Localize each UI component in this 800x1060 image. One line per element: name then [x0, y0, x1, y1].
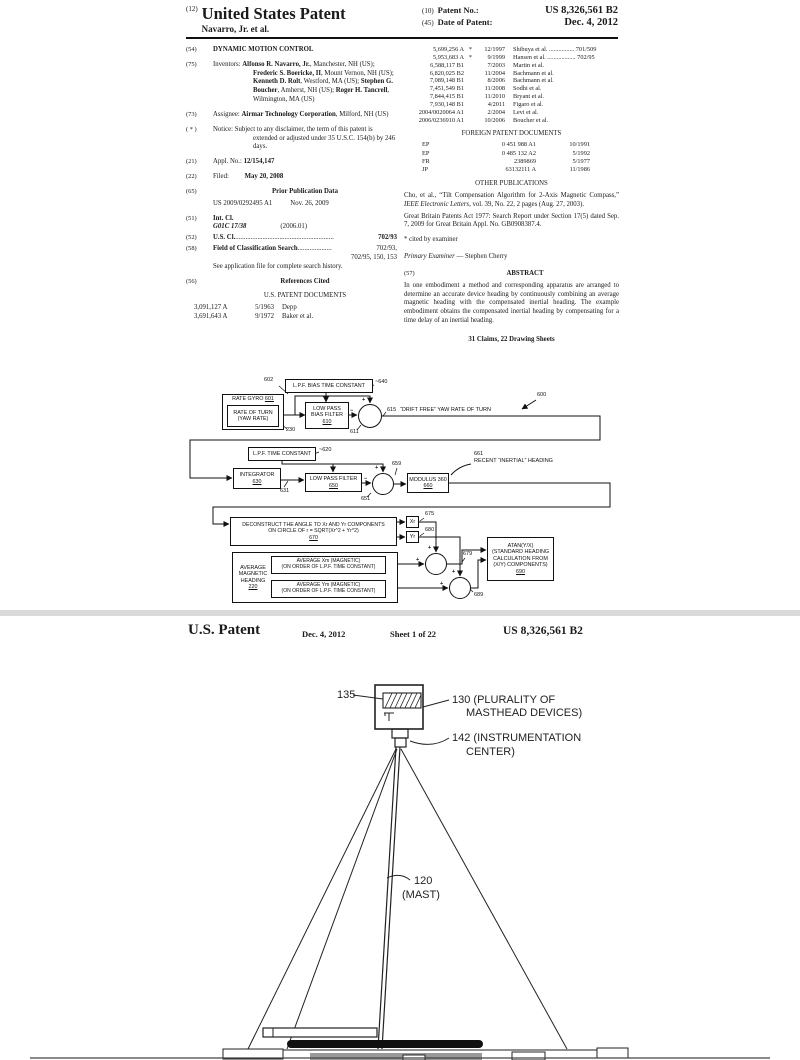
- prior-publication-field: (65) Prior Publication Data US 2009/0292495 A1 Nov. 26, 2009: [186, 188, 397, 209]
- prior-pub-date: Nov. 26, 2009: [290, 199, 329, 207]
- publication-1: Cho, et al., “Tilt Compensation Algorithm for 2-Axis Magnetic Compass,” IEEE Electronic Letters, vol. 39, No. 22, 2 pages (Aug. 27, 2003).: [404, 191, 619, 208]
- plus-sign: +: [440, 581, 444, 587]
- figure-6-block-diagram: [0, 372, 800, 610]
- table-row: 7,451,549 B1 11/2008 Sodhi et al.: [429, 85, 542, 93]
- low-pass-bias-filter-box: LOW PASS BIAS FILTER 610: [305, 402, 349, 429]
- ref-130-label-line1: 130 (PLURALITY OF: [452, 694, 556, 706]
- instrumentation-center-upper: [392, 729, 408, 738]
- plus-sign: +: [375, 465, 379, 471]
- ref-120-mast-label: (MAST): [402, 889, 440, 901]
- deck-black-bar: [287, 1040, 483, 1048]
- claims-line: 31 Claims, 22 Drawing Sheets: [468, 335, 555, 343]
- plus-sign: +: [362, 397, 366, 403]
- table-row: 5,699,256 A * 12/1997 Shibuya et al. ................ 701/509: [433, 46, 597, 53]
- ref-135-label: 135: [337, 689, 356, 701]
- sheet-header-title: U.S. Patent: [188, 622, 261, 638]
- ref-130-label-line2: MASTHEAD DEVICES): [466, 707, 583, 719]
- leader-130: [423, 700, 449, 707]
- table-row: 2006/0236910 A1 10/2006 Boucher et al.: [418, 116, 549, 124]
- ref-142-label-line1: 142 (INSTRUMENTATION: [452, 732, 582, 744]
- patent-drawing-sheet: [0, 616, 800, 1060]
- notice-text: Subject to any disclaimer, the term of this patent is extended or adjusted under 35 U.S.C. 154(b) by 246 days.: [234, 125, 396, 151]
- plus-sign: +: [452, 569, 456, 575]
- header-rule: [186, 37, 618, 39]
- yr-box: Yr: [406, 531, 419, 543]
- assignee-name: Airmar Technology Corporation: [241, 110, 336, 118]
- ref-680: 680: [425, 527, 435, 533]
- filed-field: (22) Filed: May 20, 2008: [186, 173, 284, 181]
- sheet-patent-number: US 8,326,561 B2: [503, 625, 583, 637]
- rate-of-turn-box: RATE OF TURN (YAW RATE): [227, 405, 279, 427]
- minus-sign: −: [350, 408, 354, 414]
- prior-publication-title: Prior Publication Data: [272, 187, 338, 195]
- inventors-field: (75) Inventors: Alfonso R. Navarro, Jr., Manchester, NH (US); Frederic S. Boericke, II, Mount Vernon, NH (US); Kenneth D. Rolt, Westford, MA (US); Stephen G. Boucher, Amherst, NH (US); Roger H. Tancrell, Wilmington, MA (US): [186, 60, 394, 104]
- inventor-shortline: Navarro, Jr. et al.: [201, 24, 270, 35]
- leader-135: [353, 695, 383, 699]
- application-number: 12/154,147: [243, 158, 275, 166]
- field-code-10: (10): [422, 7, 434, 15]
- int-cl-class: G01C 17/38: [213, 223, 247, 231]
- leader-142: [410, 738, 449, 744]
- date-of-patent-label: Date of Patent:: [437, 17, 493, 27]
- sum-junction-1: [358, 404, 382, 428]
- average-magnetic-heading-box: AVERAGE MAGNETIC HEADING 220 AVERAGE Xm (MAGNETIC) (ON ORDER OF L.P.F. TIME CONSTANT) AVERAGE Ym (MAGNETIC) (ON ORDER OF L.P.F. TIME CONSTANT): [232, 552, 398, 603]
- table-row: 5,953,683 A * 9/1999 Hansen et al. .................. 702/95: [433, 53, 595, 61]
- int-cl-year: (2006.01): [280, 223, 308, 231]
- rate-gyro-box: RATE GYRO 601 RATE OF TURN (YAW RATE): [222, 394, 284, 430]
- stern-deck-box: [597, 1048, 628, 1058]
- date-of-patent: Dec. 4, 2012: [564, 17, 618, 28]
- forestay: [248, 749, 396, 1049]
- us-patent-documents-title: U.S. PATENT DOCUMENTS: [263, 292, 347, 300]
- table-row: 3,091,127 A 5/1963 Depp: [194, 304, 297, 312]
- left-column: [186, 46, 397, 322]
- us-docs-table: [186, 304, 397, 322]
- invention-title: DYNAMIC MOTION CONTROL: [213, 46, 314, 53]
- search-class-1: 702/93,: [376, 245, 397, 253]
- int-cl-field: (51) Int. Cl. G01C 17/38 (2006.01): [186, 214, 308, 231]
- search-note: See application file for complete search history.: [213, 262, 343, 270]
- other-publications-title: OTHER PUBLICATIONS: [475, 180, 548, 188]
- prior-pub-number: US 2009/0292495 A1: [213, 199, 273, 207]
- ref-602: 602: [264, 377, 274, 383]
- ref-611: 611: [350, 429, 359, 435]
- foreign-refs-table: [404, 141, 619, 174]
- wind-vane-icon: [384, 713, 394, 721]
- deconstruct-angle-box: DECONSTRUCT THE ANGLE TO Xr AND Yr COMPONENTS ON CIRCLE OF r = SQRT(Xr^2 + Yr^2) 670: [230, 517, 397, 546]
- minus-sign: −: [364, 476, 368, 482]
- us-cl-field: (52) U.S. Cl. .......................................................... 702/93: [186, 234, 397, 242]
- table-row: EP 0 451 988 A1 10/1991: [422, 141, 590, 149]
- table-row: FR 2389869 5/1977: [422, 157, 590, 165]
- abstract-text: In one embodiment a method and corresponding apparatus are arranged to determine an accurate device heading by continuously combining an average magnetic heading with the compensated inertial heading. The example embodiment obtains the compensated inertial heading by compensating for a time delay of an inertial heading.: [404, 281, 619, 325]
- right-column: [404, 46, 619, 345]
- mast-line-right: [382, 747, 400, 1049]
- plus-sign: +: [428, 545, 432, 551]
- publication-2: Great Britain Patents Act 1977: Search Report under Section 17(5) dated Sep. 7, 2009 for Great Britain Appl. No. GB0908387.4.: [404, 212, 619, 229]
- field-of-search: (58) Field of Classification Search .................... 702/93, 702/95, 150, 153 See application file for complete search history.: [186, 245, 397, 270]
- ref-640: ~640: [375, 379, 388, 385]
- ref-615: 615: [387, 407, 397, 413]
- sheet-number: Sheet 1 of 22: [390, 629, 437, 639]
- leader-120: [387, 875, 410, 880]
- ref-230: 230: [286, 427, 296, 433]
- table-row: 6,820,025 B2 11/2004 Bachmann et al.: [429, 69, 554, 77]
- plus-sign: +: [416, 557, 420, 563]
- sheet-header-date: Dec. 4, 2012: [302, 629, 346, 639]
- page-title: United States Patent: [201, 4, 346, 23]
- abstract-title: ABSTRACT: [506, 269, 544, 277]
- instrumentation-center-lower: [395, 738, 406, 747]
- abstract-field: (57) ABSTRACT: [404, 270, 619, 279]
- table-row: 2004/0020064 A1 2/2004 Levi et al.: [418, 108, 539, 116]
- us-refs-table: [404, 46, 619, 125]
- ref-679: 679: [463, 551, 473, 557]
- figure-1-sailboat: [0, 616, 800, 1060]
- appl-no-field: (21) Appl. No.: 12/154,147: [186, 158, 275, 166]
- ref-689: 689: [474, 592, 484, 598]
- cited-by-examiner: * cited by examiner: [404, 236, 458, 244]
- patent-number: US 8,326,561 B2: [545, 5, 618, 16]
- patent-header: [186, 5, 618, 34]
- table-row: EP 0 485 132 A2 5/1992: [422, 149, 590, 157]
- foreign-docs-title: FOREIGN PATENT DOCUMENTS: [461, 129, 562, 137]
- table-row: 7,930,148 B1 4/2011 Figaro et al.: [429, 101, 544, 109]
- primary-examiner: Primary Examiner — Stephen Cherry: [404, 253, 508, 261]
- hull-shading: [310, 1053, 482, 1060]
- title-field: (54) DYNAMIC MOTION CONTROL: [186, 46, 397, 55]
- low-pass-filter-box: LOW PASS FILTER 650: [305, 473, 362, 492]
- ref-675: 675: [425, 511, 435, 517]
- ref-661: 661: [474, 451, 484, 457]
- atan-box: ATAN(Y/X) (STANDARD HEADING CALCULATION FROM (X/Y) COMPONENTS) 690: [487, 537, 554, 581]
- assignee-field: (73) Assignee: Airmar Technology Corporation, Milford, NH (US): [186, 110, 389, 118]
- ref-620: ~620: [319, 447, 332, 453]
- average-ym-box: AVERAGE Ym (MAGNETIC) (ON ORDER OF L.P.F. TIME CONSTANT): [271, 580, 386, 598]
- sum-junction-2: [372, 473, 394, 495]
- ref-120-label: 120: [414, 875, 433, 887]
- lpf-bias-time-constant-box: L.P.F. BIAS TIME CONSTANT: [285, 379, 373, 393]
- us-class: 702/93: [378, 234, 397, 242]
- ref-659: 659: [392, 461, 402, 467]
- references-cited-field: (56) References Cited U.S. PATENT DOCUMENTS: [186, 278, 397, 302]
- field-code-12: (12): [186, 5, 198, 13]
- ref-651: 651: [361, 496, 371, 502]
- ref-142-label-line2: CENTER): [466, 746, 515, 758]
- inventors-label: Inventors:: [213, 60, 243, 68]
- recent-inertial-heading-label: RECENT “INERTIAL” HEADING: [474, 458, 553, 464]
- cockpit-box: [512, 1052, 545, 1060]
- ref-631: 631: [280, 488, 290, 494]
- filing-date: May 20, 2008: [244, 173, 284, 181]
- table-row: 3,691,643 A 9/1972 Baker et al.: [194, 313, 314, 321]
- lpf-time-constant-box: L.P.F. TIME CONSTANT: [248, 447, 316, 461]
- patent-no-label: Patent No.:: [437, 5, 479, 15]
- notice-field: ( * ) Notice: Subject to any disclaimer, the term of this patent is extended or adjusted under 35 U.S.C. 154(b) by 246 days.: [186, 125, 396, 151]
- boom: [263, 1028, 377, 1037]
- average-xm-box: AVERAGE Xm (MAGNETIC) (ON ORDER OF L.P.F. TIME CONSTANT): [271, 556, 386, 574]
- drift-free-label: “DRIFT FREE” YAW RATE OF TURN: [400, 407, 491, 413]
- table-row: JP 63132111 A 11/1986: [422, 165, 590, 173]
- modulus-360-box: MODULUS 360 660: [407, 473, 449, 493]
- sum-junction-4: [449, 577, 471, 599]
- table-row: 7,089,148 B1 8/2006 Bachmann et al.: [429, 77, 554, 85]
- field-code-45: (45): [422, 19, 434, 27]
- sum-junction-3: [425, 553, 447, 575]
- ref-600: 600: [537, 392, 547, 398]
- inventors-list: Alfonso R. Navarro, Jr., Manchester, NH (US); Frederic S. Boericke, II, Mount Vernon, NH (US); Kenneth D. Rolt, Westford, MA (US); Stephen G. Boucher, Amherst, NH (US); Roger H. Tancrell, Wilmington, MA (US): [242, 60, 394, 104]
- references-cited-title: References Cited: [280, 277, 330, 285]
- integrator-box: INTEGRATOR 630: [233, 468, 281, 489]
- xr-box: Xr: [406, 516, 419, 528]
- hatch-lines: [385, 693, 421, 708]
- table-row: 6,588,117 B1 7/2003 Martin et al.: [430, 61, 544, 69]
- search-class-2: 702/95, 150, 153: [350, 253, 397, 261]
- table-row: 7,844,415 B1 11/2010 Bryant et al.: [429, 93, 544, 101]
